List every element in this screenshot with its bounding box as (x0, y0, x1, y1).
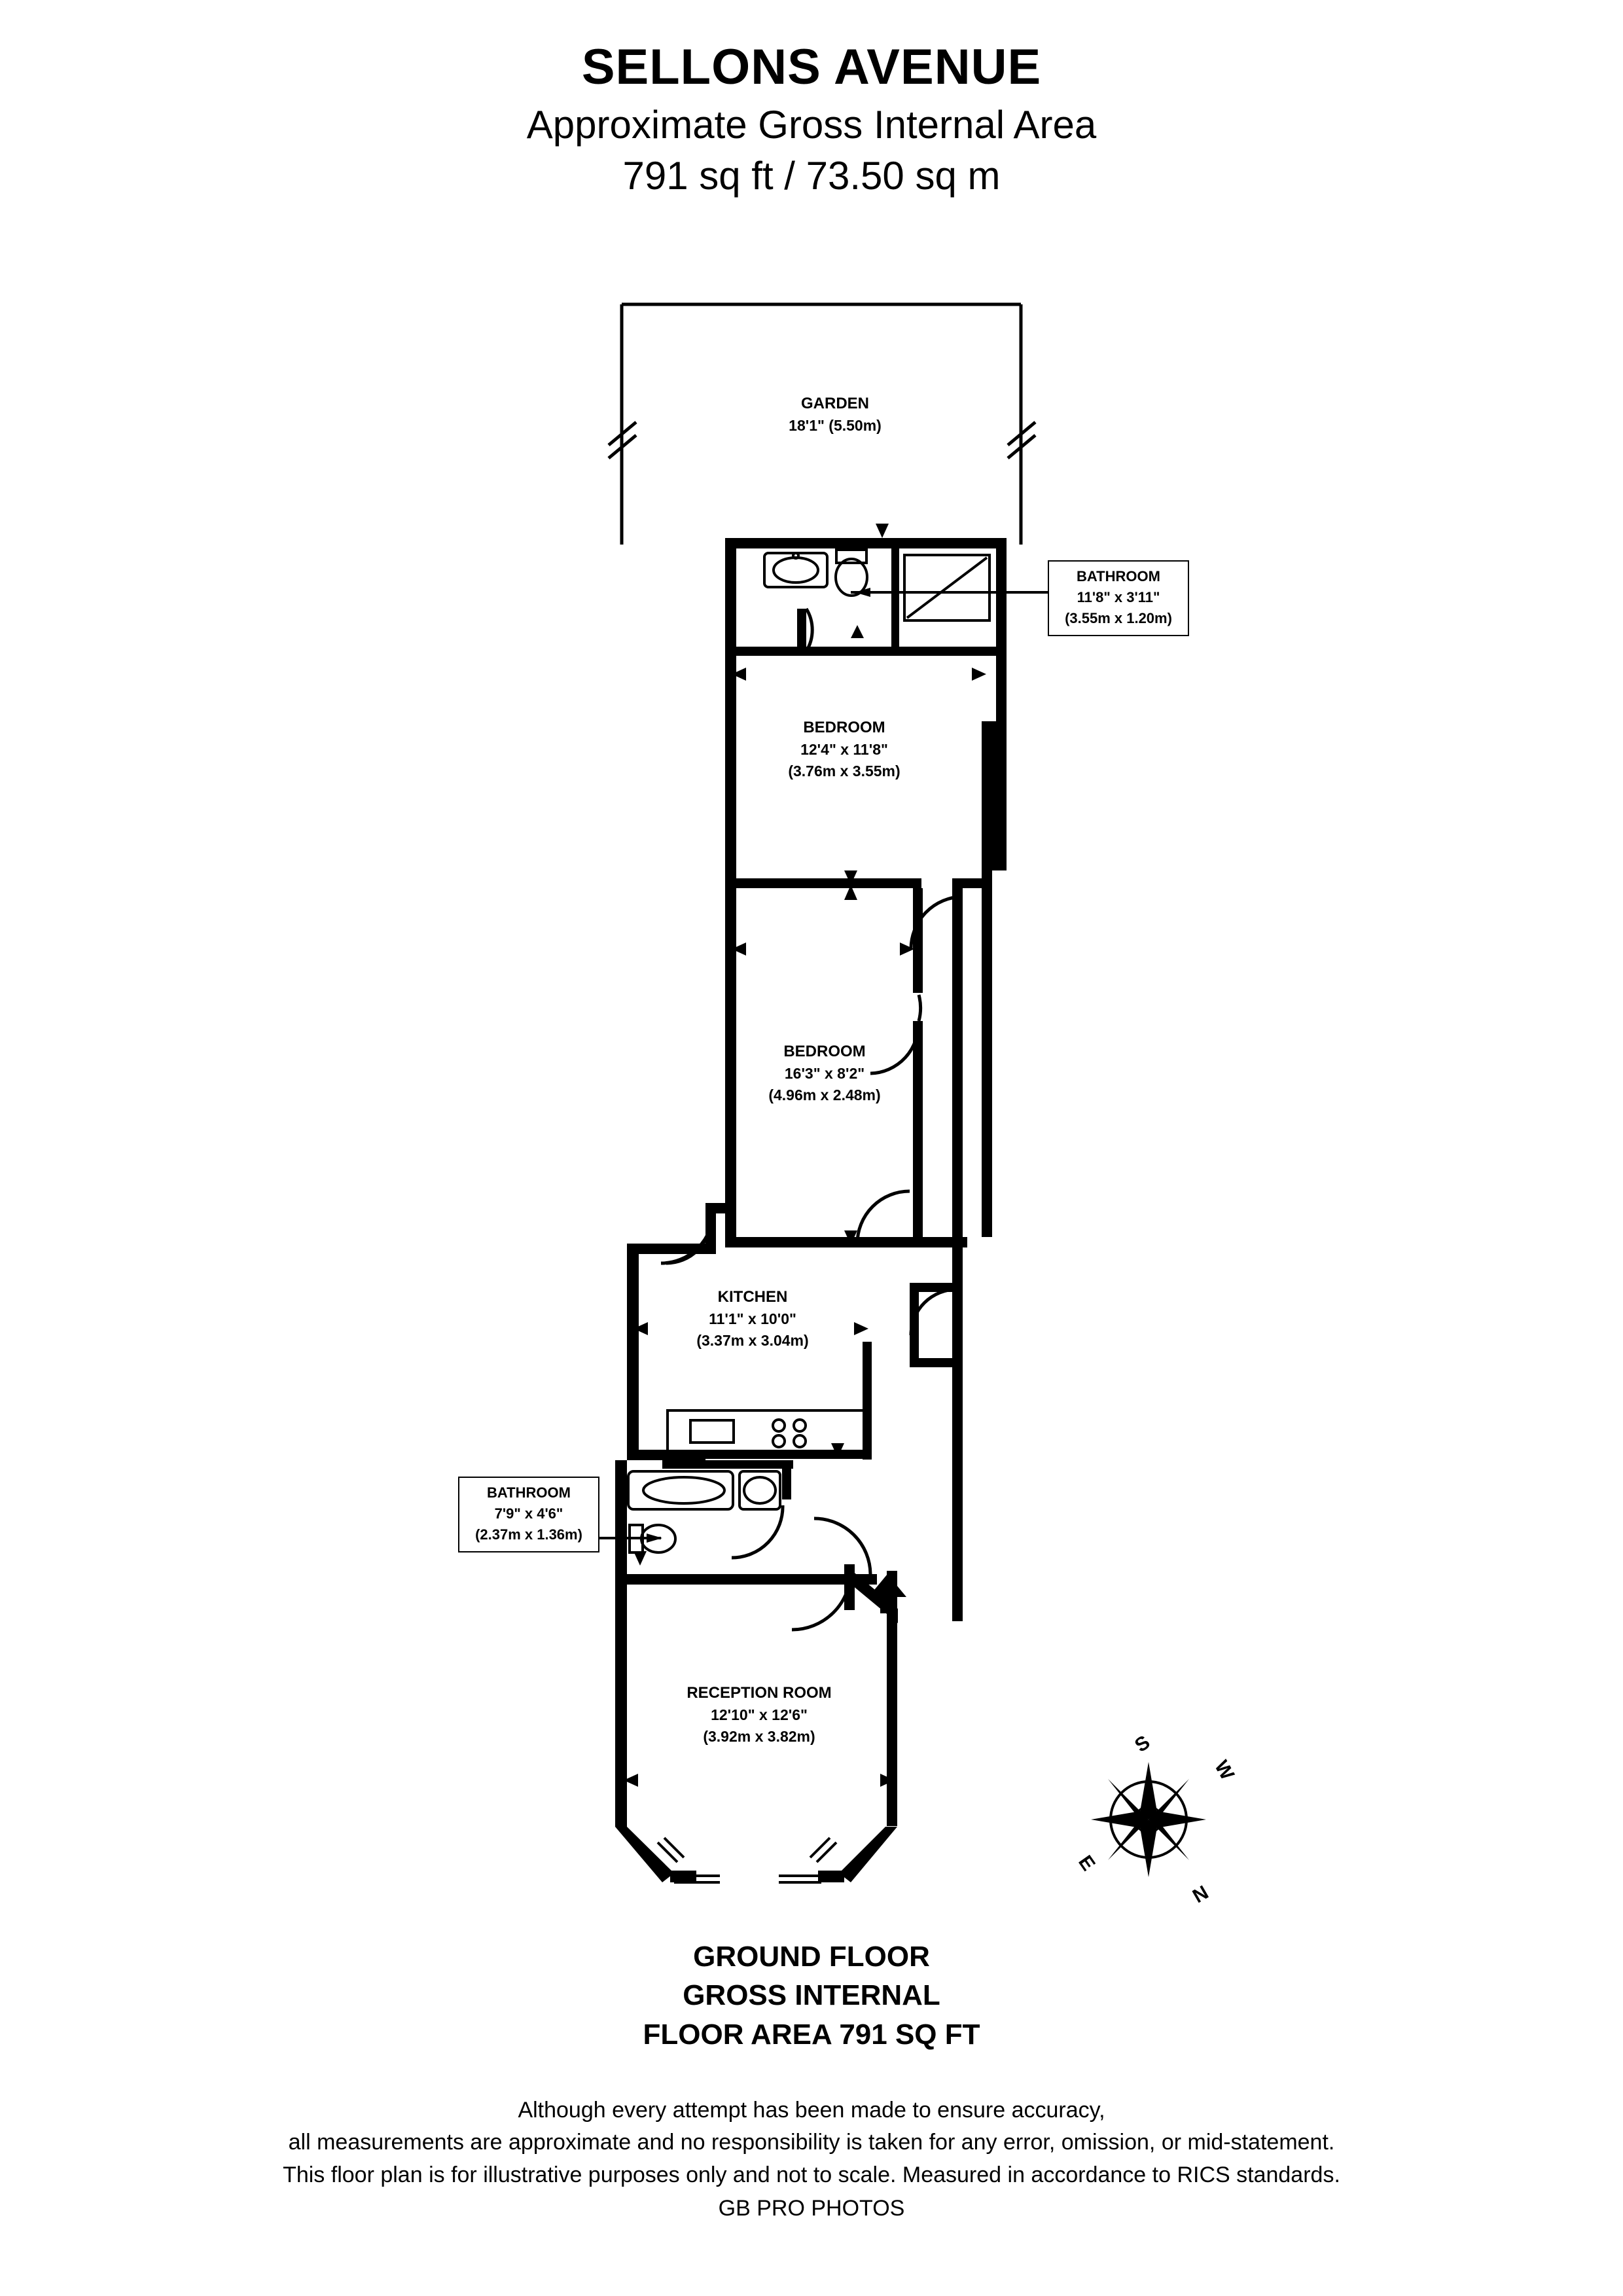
room-label-garden (724, 393, 946, 437)
room-dim-ft-reception-room: 12'10" x 12'6" (711, 1706, 808, 1724)
disclaimer-line-2: all measurements are approximate and no responsibility is taken for any error, omission, or mid-statement. (288, 2130, 1335, 2155)
room-name-bedroom-1: BEDROOM (803, 719, 885, 736)
room-dim-m-reception-room: (3.92m x 3.82m) (703, 1727, 815, 1745)
callout-name-bathroom-lower: BATHROOM (487, 1484, 571, 1501)
room-name-kitchen: KITCHEN (717, 1288, 788, 1306)
floor-summary-line-1: GROUND FLOOR (693, 1941, 930, 1973)
dimension-arrows (624, 524, 986, 1787)
room-label-bedroom-1 (733, 717, 955, 781)
callout-dim-m-bathroom-lower: (2.37m x 1.36m) (475, 1526, 582, 1543)
credit-line: GB PRO PHOTOS (718, 2195, 905, 2221)
room-dim-garden: 18'1" (5.50m) (789, 417, 882, 435)
room-dim-m-bedroom-2: (4.96m x 2.48m) (768, 1086, 881, 1103)
room-label-reception-room (648, 1682, 870, 1747)
room-label-kitchen (641, 1286, 864, 1351)
compass-label-n: N (1188, 1881, 1213, 1908)
room-name-reception-room: RECEPTION ROOM (687, 1684, 832, 1702)
room-name-garden: GARDEN (800, 395, 869, 412)
disclaimer-line-1: Although every attempt has been made to ensure accuracy, (518, 2098, 1105, 2123)
compass-rose (1091, 1762, 1206, 1877)
page-subtitle: Approximate Gross Internal Area (526, 103, 1097, 147)
room-dim-ft-bedroom-2: 16'3" x 8'2" (784, 1065, 865, 1083)
disclaimer-line-3: This floor plan is for illustrative purposes only and not to scale. Measured in accordance to RICS standards. (283, 2162, 1340, 2187)
callout-bathroom-lower (458, 1477, 599, 1552)
callout-dim-ft-bathroom-lower: 7'9" x 4'6" (494, 1505, 563, 1522)
disclaimer (0, 2094, 1623, 2225)
floor-summary-line-2: GROSS INTERNAL (683, 1979, 940, 2012)
page-title: SELLONS AVENUE (581, 39, 1042, 95)
floor-summary (0, 1937, 1623, 2054)
total-area: 791 sq ft / 73.50 sq m (622, 154, 1001, 198)
floor-summary-line-3: FLOOR AREA 791 SQ FT (643, 2018, 980, 2051)
room-name-bedroom-2: BEDROOM (783, 1043, 866, 1060)
callout-dim-m-bathroom-upper: (3.55m x 1.20m) (1065, 609, 1172, 626)
room-label-bedroom-2 (713, 1041, 936, 1105)
room-dim-ft-kitchen: 11'1" x 10'0" (709, 1310, 796, 1328)
compass-label-w: W (1210, 1757, 1238, 1784)
callout-dim-ft-bathroom-upper: 11'8" x 3'11" (1077, 588, 1160, 605)
compass-label-s: S (1131, 1731, 1154, 1757)
callout-name-bathroom-upper: BATHROOM (1077, 568, 1160, 584)
callout-bathroom-upper (1048, 560, 1189, 636)
room-dim-m-kitchen: (3.37m x 3.04m) (696, 1331, 809, 1349)
room-dim-m-bedroom-1: (3.76m x 3.55m) (788, 762, 901, 780)
room-dim-ft-bedroom-1: 12'4" x 11'8" (800, 741, 888, 759)
compass-label-e: E (1074, 1852, 1099, 1875)
